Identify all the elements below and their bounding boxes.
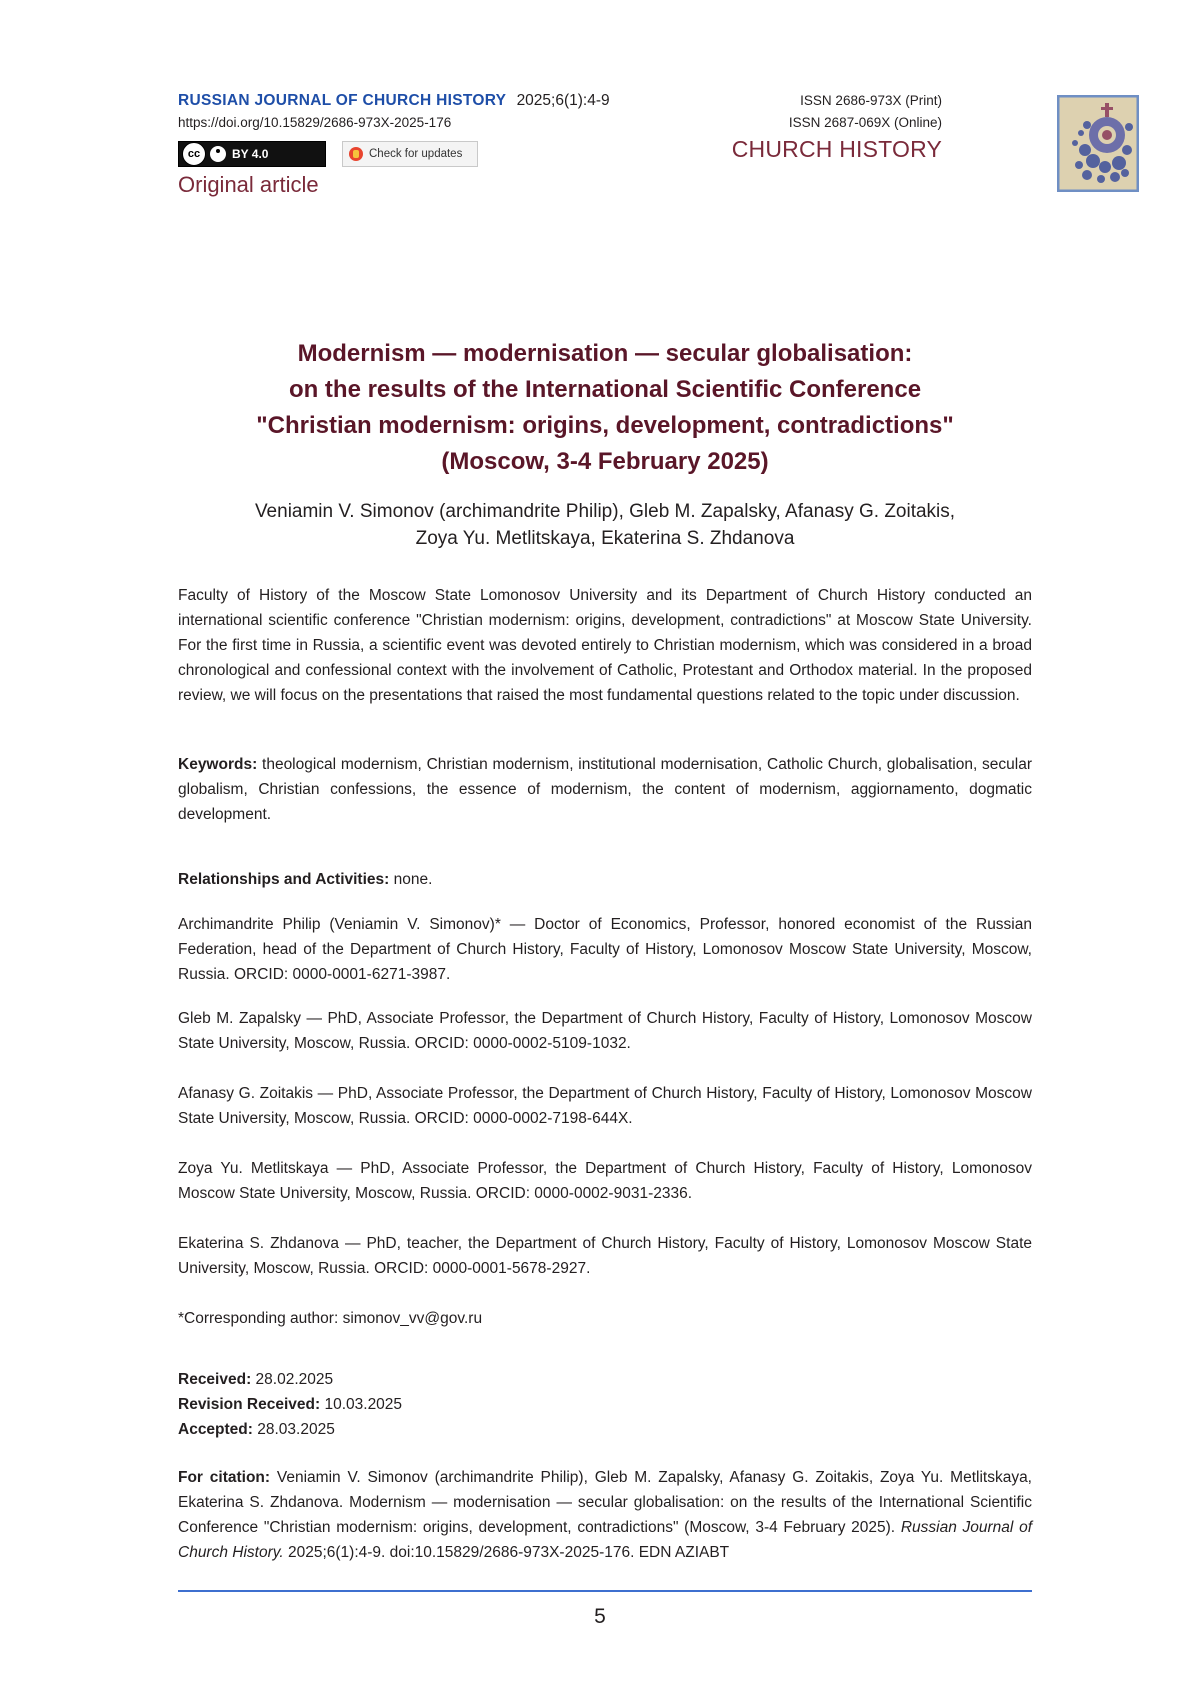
accepted-value: 28.03.2025	[257, 1421, 335, 1438]
title-line: "Christian modernism: origins, development, contradictions"	[256, 412, 954, 439]
check-for-updates-label: Check for updates	[369, 148, 463, 160]
citation-journal: Russian Journal of Church History.	[178, 1519, 1032, 1561]
license-label: BY 4.0	[232, 147, 269, 161]
abstract: Faculty of History of the Moscow State Lomonosov University and its Department of Church History conducted an international scientific conference "Christian modernism: origins, development, contradictions" at Moscow State University. For the first time in Russia, a scientific event was devoted entirely to Christian modernism, which was considered in a broad chronological and confessional context with the involvement of Catholic, Protestant and Orthodox material. In the proposed review, we will focus on the presentations that raised the most fundamental questions related to the topic under discussion.	[178, 587, 1032, 704]
section-name: CHURCH HISTORY	[731, 136, 942, 162]
page-number: 5	[594, 1605, 606, 1628]
author-info-metlitskaya: Zoya Yu. Metlitskaya — PhD, Associate Professor, the Department of Church History, Faculty of History, Lomonosov Moscow State University, Moscow, Russia. ORCID: 0000-0002-9031-2336.	[178, 1160, 1032, 1202]
corresponding-author: *Corresponding author: simonov_vv@gov.ru	[178, 1310, 483, 1327]
citation-label: For citation:	[178, 1469, 271, 1486]
keywords	[178, 752, 1032, 827]
author-info-simonov: Archimandrite Philip (Veniamin V. Simonov)* — Doctor of Economics, Professor, honored economist of the Russian Federation, head of the Department of Church History, Faculty of History, Lomonosov Moscow State University, Moscow, Russia. ORCID: 0000-0001-6271-3987.	[178, 916, 1032, 983]
journal-line	[178, 90, 698, 112]
title-line: on the results of the International Scientific Conference	[288, 376, 922, 403]
accepted-date	[178, 1417, 402, 1442]
revision-label: Revision Received:	[178, 1396, 321, 1413]
check-for-updates-button[interactable]	[342, 141, 478, 167]
cc-icon: cc	[182, 142, 206, 166]
received-value: 28.02.2025	[255, 1371, 334, 1388]
footer-rule	[178, 1590, 1032, 1592]
issn-online: ISSN 2687-069X (Online)	[788, 115, 942, 130]
journal-header	[178, 90, 698, 198]
citation	[178, 1465, 1032, 1565]
title-line: (Moscow, 3-4 February 2025)	[441, 448, 769, 475]
article-dates	[178, 1367, 402, 1442]
cc-license-badge[interactable]	[178, 141, 326, 167]
attribution-icon	[210, 146, 226, 162]
relationships	[178, 867, 1032, 892]
revision-value: 10.03.2025	[324, 1396, 403, 1413]
keywords-label: Keywords:	[178, 756, 258, 773]
relationships-text: none.	[393, 871, 433, 888]
author-list	[178, 498, 1032, 552]
citation-text: Veniamin V. Simonov (archimandrite Philip), Gleb M. Zapalsky, Afanasy G. Zoitakis, Zoya Yu. Metlitskaya, Ekaterina S. Zhdanova. Modernism — modernisation — secular globalisation: on the results of the International Scientific Conference "Christian modernism: origins, development, contradictions" (Moscow, 3-4 February 2025).	[178, 1469, 1032, 1536]
doi-link[interactable]: https://doi.org/10.15829/2686-973X-2025-176	[178, 115, 452, 130]
title-line: Modernism — modernisation — secular globalisation:	[297, 340, 913, 367]
issn-print: ISSN 2686-973X (Print)	[800, 93, 942, 108]
journal-issn-block	[732, 90, 942, 163]
badges	[178, 140, 698, 168]
relationships-label: Relationships and Activities:	[178, 871, 390, 888]
author-info-zapalsky: Gleb M. Zapalsky — PhD, Associate Professor, the Department of Church History, Faculty of History, Lomonosov Moscow State University, Moscow, Russia. ORCID: 0000-0002-5109-1032.	[178, 1010, 1032, 1052]
revision-date	[178, 1392, 402, 1417]
citation-ref[interactable]: 2025;6(1):4-9. doi:10.15829/2686-973X-2025-176. EDN AZIABT	[287, 1544, 730, 1561]
crossmark-icon	[349, 147, 363, 161]
authors-line: Zoya Yu. Metlitskaya, Ekaterina S. Zhdanova	[415, 528, 795, 549]
authors-line: Veniamin V. Simonov (archimandrite Philip), Gleb M. Zapalsky, Afanasy G. Zoitakis,	[254, 501, 956, 522]
author-info-zoitakis: Afanasy G. Zoitakis — PhD, Associate Professor, the Department of Church History, Faculty of History, Lomonosov Moscow State University, Moscow, Russia. ORCID: 0000-0002-7198-644X.	[178, 1085, 1032, 1127]
journal-logo-icon	[1057, 95, 1139, 192]
accepted-label: Accepted:	[178, 1421, 253, 1438]
article-type: Original article	[178, 172, 319, 197]
journal-name[interactable]: RUSSIAN JOURNAL OF CHURCH HISTORY	[178, 92, 507, 109]
article-title	[178, 336, 1032, 480]
author-info-zhdanova: Ekaterina S. Zhdanova — PhD, teacher, the Department of Church History, Faculty of History, Lomonosov Moscow State University, Moscow, Russia. ORCID: 0000-0001-5678-2927.	[178, 1235, 1032, 1277]
received-label: Received:	[178, 1371, 252, 1388]
keywords-text: theological modernism, Christian modernism, institutional modernisation, Catholic Church, globalisation, secular globalism, Christian confessions, the essence of modernism, the content of modernism, aggiornamento, dogmatic development.	[178, 756, 1032, 823]
received-date	[178, 1367, 402, 1392]
journal-issue: 2025;6(1):4-9	[516, 92, 610, 109]
